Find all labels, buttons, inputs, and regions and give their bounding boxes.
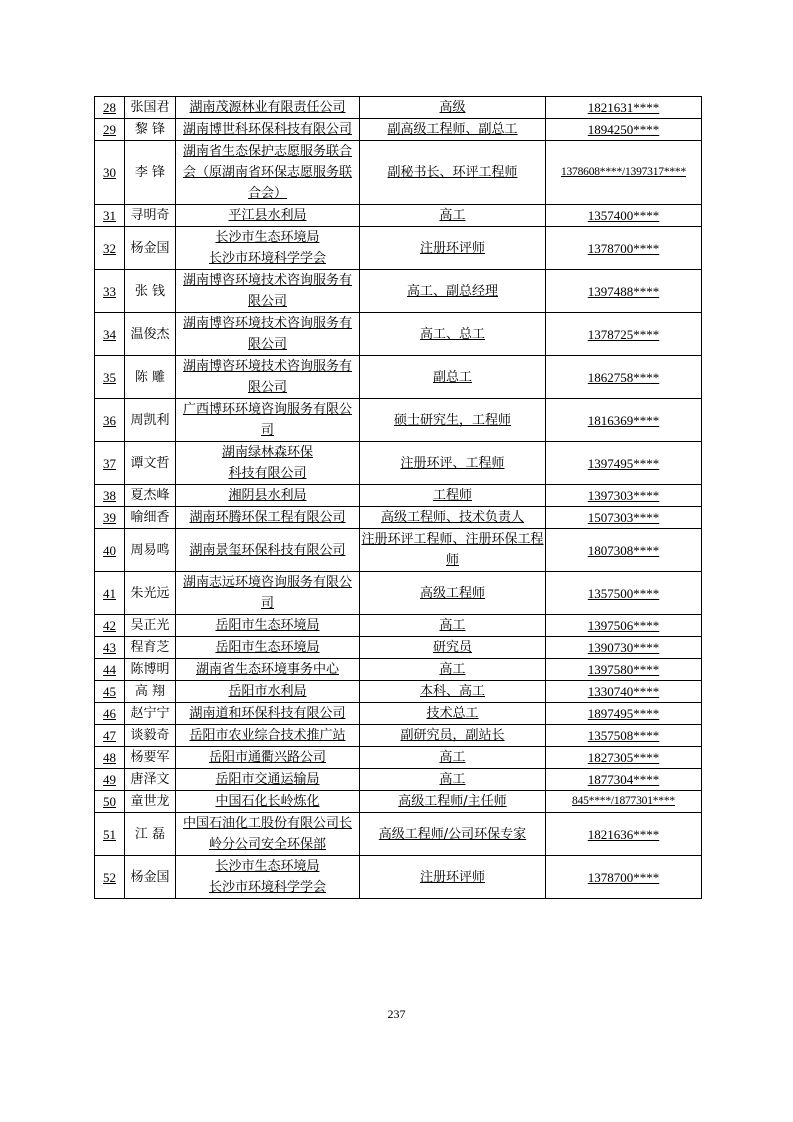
row-number-cell: 30 xyxy=(95,141,125,205)
organization-cell: 湖南茂源林业有限责任公司 xyxy=(176,97,360,119)
phone-cell: 1894250**** xyxy=(546,119,702,141)
title-cell: 高工 xyxy=(360,769,546,791)
phone-cell: 1877304**** xyxy=(546,769,702,791)
title-cell: 研究员 xyxy=(360,637,546,659)
organization-cell: 湖南绿林森环保 科技有限公司 xyxy=(176,442,360,485)
table-row xyxy=(95,615,702,637)
phone-cell: 1397580**** xyxy=(546,659,702,681)
row-number-cell: 36 xyxy=(95,399,125,442)
phone-cell: 1357500**** xyxy=(546,572,702,615)
name-cell: 夏杰峰 xyxy=(125,485,176,507)
phone-cell: 1357400**** xyxy=(546,205,702,227)
title-cell: 高级工程师、技术负责人 xyxy=(360,507,546,529)
row-number-cell: 45 xyxy=(95,681,125,703)
table-row xyxy=(95,725,702,747)
row-number-cell: 31 xyxy=(95,205,125,227)
name-cell: 陈博明 xyxy=(125,659,176,681)
title-cell: 副研究员，副站长 xyxy=(360,725,546,747)
organization-cell: 岳阳市交通运输局 xyxy=(176,769,360,791)
phone-cell: 1378700**** xyxy=(546,856,702,899)
row-number-cell: 51 xyxy=(95,813,125,856)
name-cell: 朱光远 xyxy=(125,572,176,615)
name-cell: 寻明奇 xyxy=(125,205,176,227)
name-cell: 周易鸣 xyxy=(125,529,176,572)
table-row xyxy=(95,270,702,313)
name-cell: 温俊杰 xyxy=(125,313,176,356)
table-row xyxy=(95,637,702,659)
organization-cell: 湖南博咨环境技术咨询服务有限公司 xyxy=(176,356,360,399)
phone-cell: 1397488**** xyxy=(546,270,702,313)
row-number-cell: 29 xyxy=(95,119,125,141)
title-cell: 副高级工程师、副总工 xyxy=(360,119,546,141)
organization-cell: 湖南博咨环境技术咨询服务有限公司 xyxy=(176,270,360,313)
name-cell: 赵宁宁 xyxy=(125,703,176,725)
phone-cell: 1862758**** xyxy=(546,356,702,399)
table-row xyxy=(95,399,702,442)
title-cell: 高工 xyxy=(360,659,546,681)
organization-cell: 湖南博咨环境技术咨询服务有限公司 xyxy=(176,313,360,356)
row-number-cell: 40 xyxy=(95,529,125,572)
title-cell: 高工 xyxy=(360,747,546,769)
row-number-cell: 44 xyxy=(95,659,125,681)
table-row xyxy=(95,813,702,856)
title-cell: 注册环评师 xyxy=(360,856,546,899)
table-row xyxy=(95,97,702,119)
organization-cell: 湖南志远环境咨询服务有限公司 xyxy=(176,572,360,615)
name-cell: 童世龙 xyxy=(125,791,176,813)
phone-cell: 1507303**** xyxy=(546,507,702,529)
table-row xyxy=(95,791,702,813)
row-number-cell: 43 xyxy=(95,637,125,659)
organization-cell: 湖南省生态保护志愿服务联合会（原湖南省环保志愿服务联合会） xyxy=(176,141,360,205)
title-cell: 副总工 xyxy=(360,356,546,399)
phone-cell: 1827305**** xyxy=(546,747,702,769)
phone-cell: 1807308**** xyxy=(546,529,702,572)
phone-cell: 1821636**** xyxy=(546,813,702,856)
row-number-cell: 35 xyxy=(95,356,125,399)
organization-cell: 平江县水利局 xyxy=(176,205,360,227)
name-cell: 谈毅奇 xyxy=(125,725,176,747)
phone-cell: 1378608****/1397317**** xyxy=(546,141,702,205)
roster-body xyxy=(95,97,702,899)
title-cell: 高工 xyxy=(360,205,546,227)
phone-cell: 1897495**** xyxy=(546,703,702,725)
name-cell: 杨金国 xyxy=(125,227,176,270)
row-number-cell: 47 xyxy=(95,725,125,747)
title-cell: 硕士研究生，工程师 xyxy=(360,399,546,442)
title-cell: 注册环评、工程师 xyxy=(360,442,546,485)
name-cell: 黎 锋 xyxy=(125,119,176,141)
table-row xyxy=(95,205,702,227)
row-number-cell: 50 xyxy=(95,791,125,813)
row-number-cell: 46 xyxy=(95,703,125,725)
organization-cell: 湘阴县水利局 xyxy=(176,485,360,507)
row-number-cell: 32 xyxy=(95,227,125,270)
name-cell: 张国君 xyxy=(125,97,176,119)
phone-cell: 1357508**** xyxy=(546,725,702,747)
table-row xyxy=(95,681,702,703)
organization-cell: 岳阳市通衢兴路公司 xyxy=(176,747,360,769)
title-cell: 副秘书长、环评工程师 xyxy=(360,141,546,205)
row-number-cell: 48 xyxy=(95,747,125,769)
table-row xyxy=(95,769,702,791)
name-cell: 张 钱 xyxy=(125,270,176,313)
name-cell: 杨要军 xyxy=(125,747,176,769)
name-cell: 喻细香 xyxy=(125,507,176,529)
organization-cell: 岳阳市生态环境局 xyxy=(176,615,360,637)
title-cell: 高工、副总经理 xyxy=(360,270,546,313)
table-row xyxy=(95,313,702,356)
name-cell: 江 磊 xyxy=(125,813,176,856)
row-number-cell: 41 xyxy=(95,572,125,615)
table-row xyxy=(95,747,702,769)
expert-roster-table xyxy=(94,96,702,899)
organization-cell: 岳阳市农业综合技术推广站 xyxy=(176,725,360,747)
title-cell: 技术总工 xyxy=(360,703,546,725)
organization-cell: 湖南博世科环保科技有限公司 xyxy=(176,119,360,141)
phone-cell: 1378700**** xyxy=(546,227,702,270)
name-cell: 唐泽文 xyxy=(125,769,176,791)
name-cell: 周凯利 xyxy=(125,399,176,442)
name-cell: 李 锋 xyxy=(125,141,176,205)
phone-cell: 1397506**** xyxy=(546,615,702,637)
table-row xyxy=(95,703,702,725)
table-row xyxy=(95,119,702,141)
table-row xyxy=(95,141,702,205)
title-cell: 高级工程师/公司环保专家 xyxy=(360,813,546,856)
name-cell: 吴正光 xyxy=(125,615,176,637)
title-cell: 高级工程师 xyxy=(360,572,546,615)
table-row xyxy=(95,485,702,507)
title-cell: 本科、高工 xyxy=(360,681,546,703)
organization-cell: 长沙市生态环境局 长沙市环境科学学会 xyxy=(176,856,360,899)
organization-cell: 中国石油化工股份有限公司长岭分公司安全环保部 xyxy=(176,813,360,856)
organization-cell: 湖南省生态环境事务中心 xyxy=(176,659,360,681)
table-row xyxy=(95,442,702,485)
phone-cell: 1378725**** xyxy=(546,313,702,356)
row-number-cell: 33 xyxy=(95,270,125,313)
row-number-cell: 42 xyxy=(95,615,125,637)
phone-cell: 1330740**** xyxy=(546,681,702,703)
row-number-cell: 38 xyxy=(95,485,125,507)
table-row xyxy=(95,659,702,681)
name-cell: 程育芝 xyxy=(125,637,176,659)
row-number-cell: 34 xyxy=(95,313,125,356)
organization-cell: 中国石化长岭炼化 xyxy=(176,791,360,813)
phone-cell: 1821631**** xyxy=(546,97,702,119)
table-row xyxy=(95,856,702,899)
table-row xyxy=(95,356,702,399)
phone-cell: 845****/1877301**** xyxy=(546,791,702,813)
phone-cell: 1397495**** xyxy=(546,442,702,485)
row-number-cell: 39 xyxy=(95,507,125,529)
phone-cell: 1390730**** xyxy=(546,637,702,659)
row-number-cell: 37 xyxy=(95,442,125,485)
title-cell: 注册环评工程师、注册环保工程师 xyxy=(360,529,546,572)
organization-cell: 湖南景玺环保科技有限公司 xyxy=(176,529,360,572)
title-cell: 高级 xyxy=(360,97,546,119)
name-cell: 杨金国 xyxy=(125,856,176,899)
organization-cell: 岳阳市生态环境局 xyxy=(176,637,360,659)
title-cell: 高工、总工 xyxy=(360,313,546,356)
organization-cell: 长沙市生态环境局 长沙市环境科学学会 xyxy=(176,227,360,270)
page-number: 237 xyxy=(387,1007,406,1021)
organization-cell: 岳阳市水利局 xyxy=(176,681,360,703)
organization-cell: 湖南道和环保科技有限公司 xyxy=(176,703,360,725)
row-number-cell: 49 xyxy=(95,769,125,791)
name-cell: 高 翔 xyxy=(125,681,176,703)
title-cell: 工程师 xyxy=(360,485,546,507)
organization-cell: 湖南环腾环保工程有限公司 xyxy=(176,507,360,529)
title-cell: 高工 xyxy=(360,615,546,637)
title-cell: 高级工程师/主任师 xyxy=(360,791,546,813)
table-row xyxy=(95,529,702,572)
phone-cell: 1816369**** xyxy=(546,399,702,442)
table-row xyxy=(95,507,702,529)
name-cell: 谭文哲 xyxy=(125,442,176,485)
table-row xyxy=(95,227,702,270)
table-row xyxy=(95,572,702,615)
row-number-cell: 52 xyxy=(95,856,125,899)
phone-cell: 1397303**** xyxy=(546,485,702,507)
name-cell: 陈 雕 xyxy=(125,356,176,399)
row-number-cell: 28 xyxy=(95,97,125,119)
title-cell: 注册环评师 xyxy=(360,227,546,270)
organization-cell: 广西博环环境咨询服务有限公司 xyxy=(176,399,360,442)
